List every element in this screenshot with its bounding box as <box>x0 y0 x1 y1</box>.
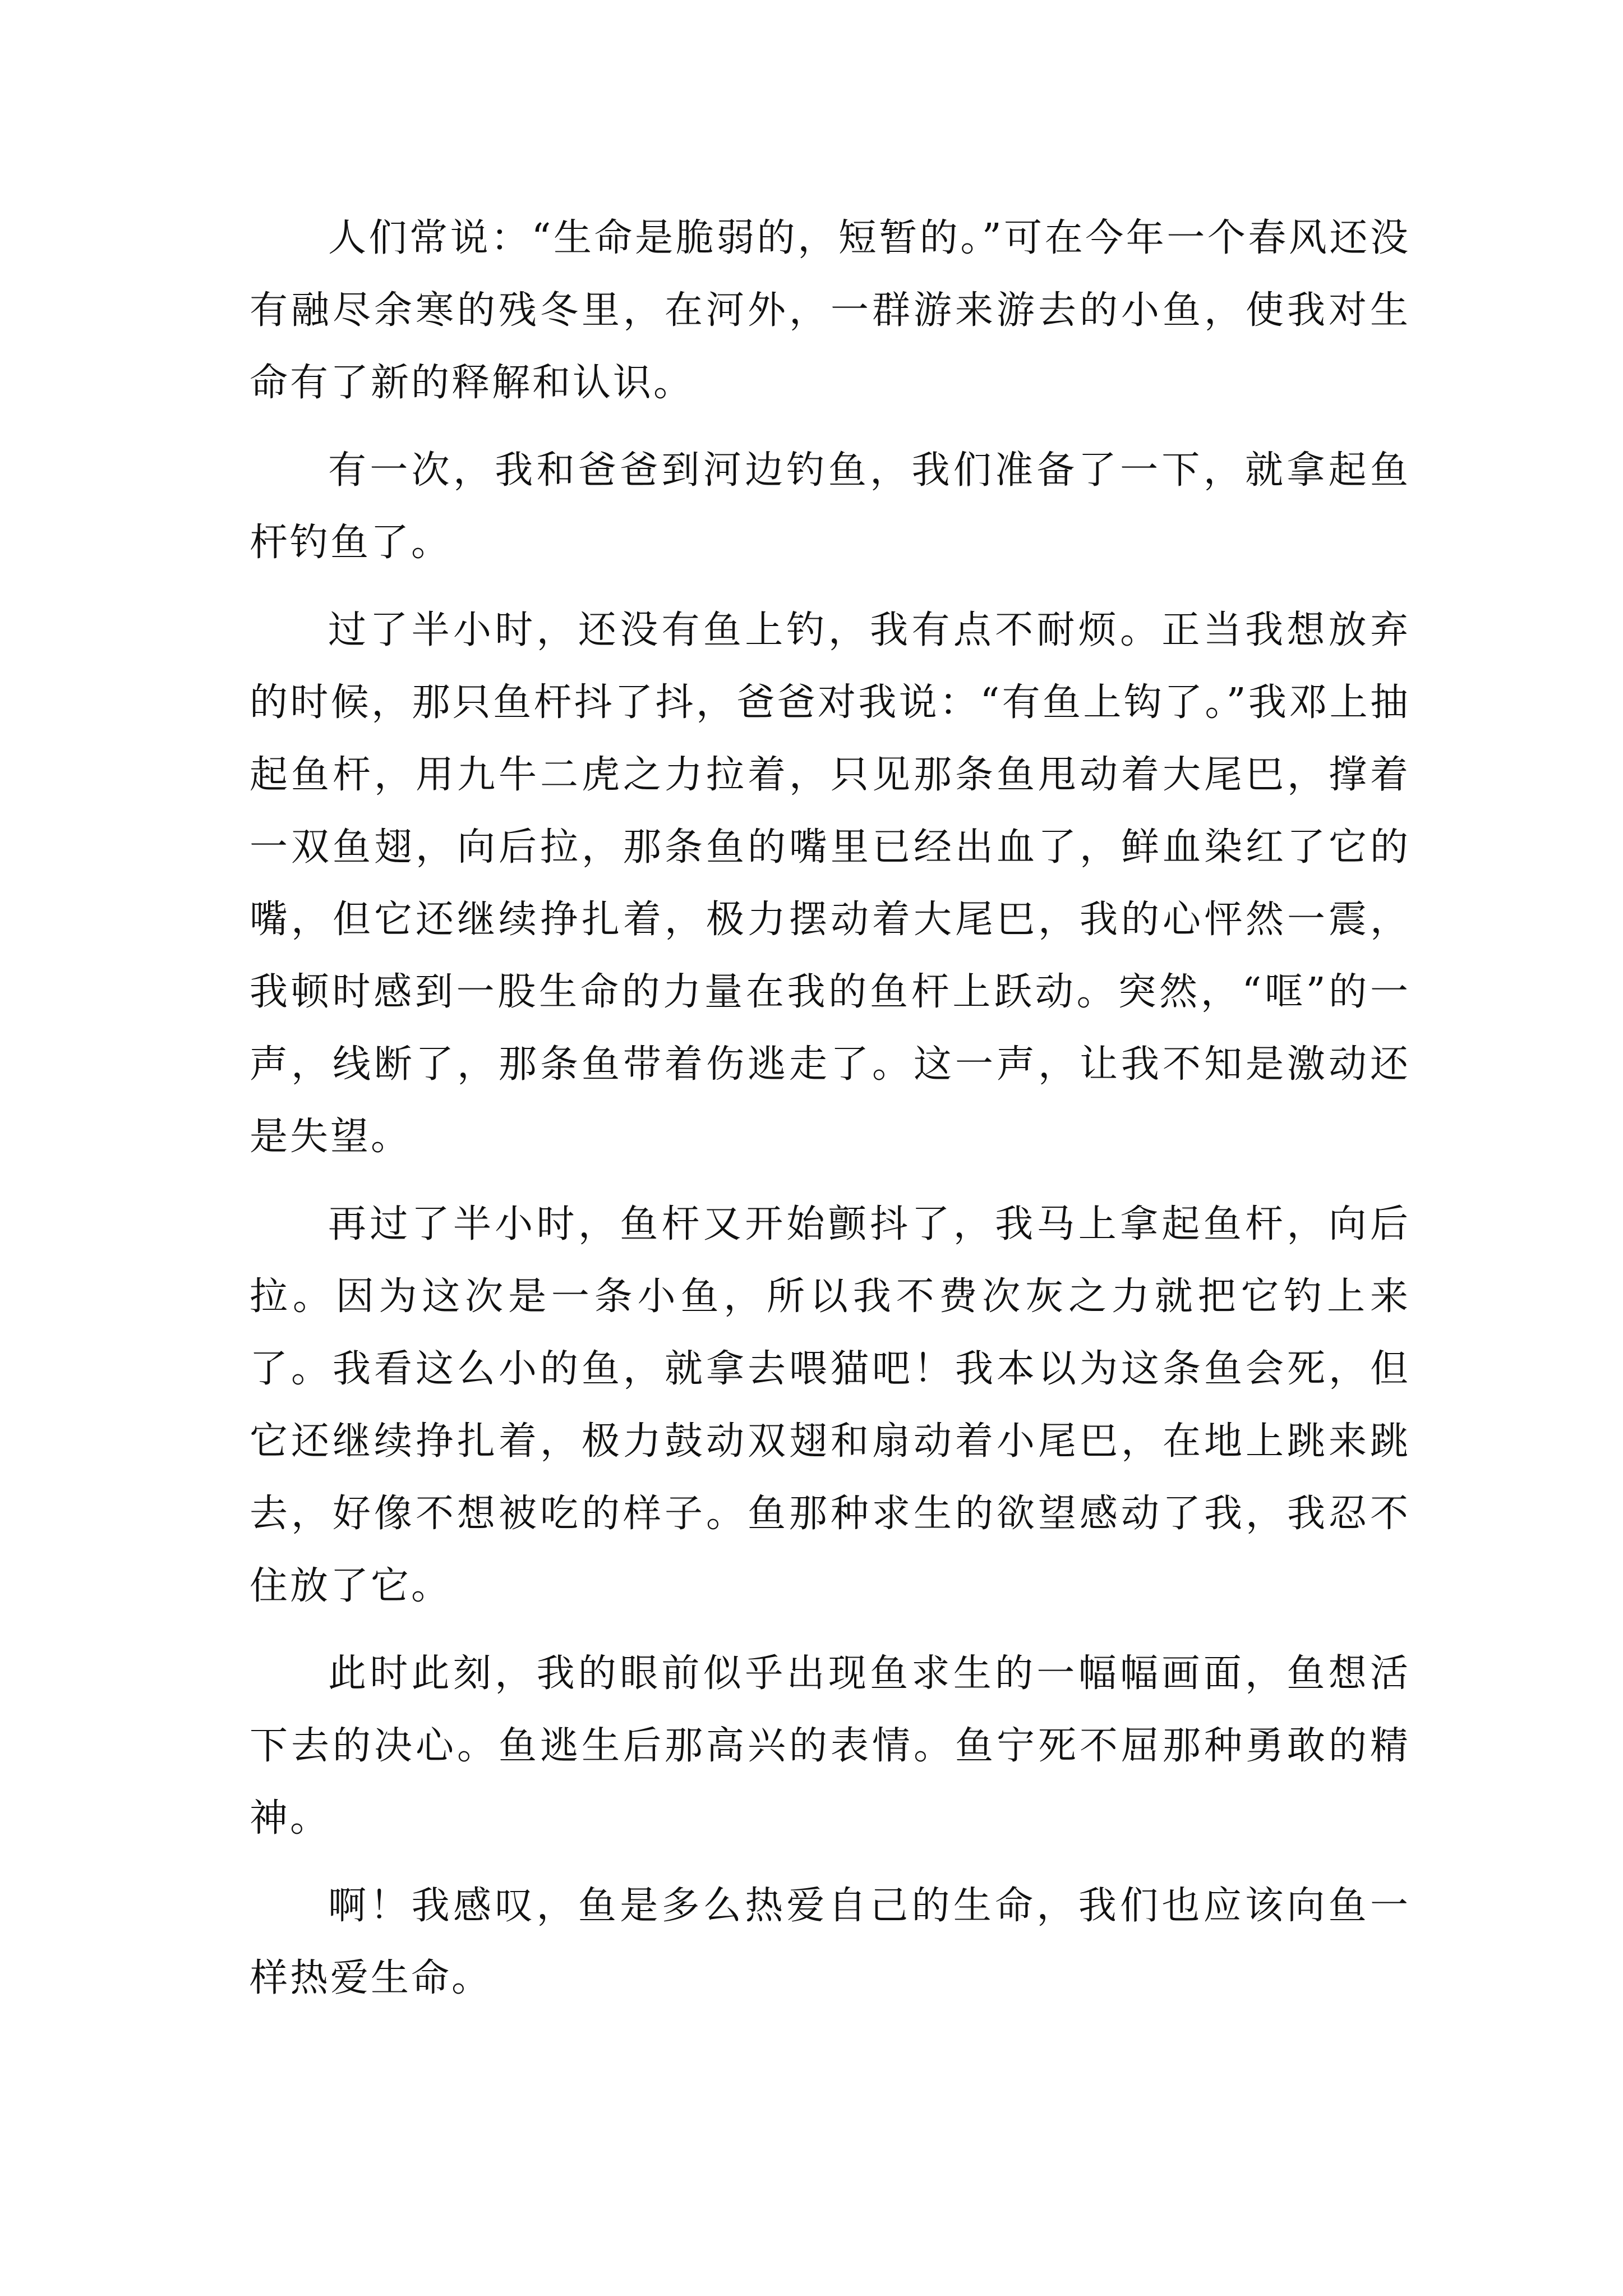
paragraph-6: 啊！我感叹，鱼是多么热爱自己的生命，我们也应该向鱼一样热爱生命。 <box>250 1884 1410 2000</box>
paragraph-5: 此时此刻，我的眼前似乎出现鱼求生的一幅幅画面，鱼想活下去的决心。鱼逃生后那高兴的表情。鱼宁死不屈那种勇敢的精神。 <box>250 1651 1410 1841</box>
paragraph-1: 人们常说：“生命是脆弱的，短暂的。”可在今年一个春风还没有融尽余寒的残冬里，在河外，一群游来游去的小鱼，使我对生命有了新的释解和认识。 <box>250 216 1410 405</box>
paragraph-3: 过了半小时，还没有鱼上钓，我有点不耐烦。正当我想放弃的时候，那只鱼杆抖了抖，爸爸对我说：“有鱼上钩了。”我邓上抽起鱼杆，用九牛二虎之力拉着，只见那条鱼甩动着大尾巴，撑着一双鱼翅，向后拉，那条鱼的嘴里已经出血了，鲜血染红了它的嘴，但它还继续挣扎着，极力摆动着大尾巴，我的心怦然一震，我顿时感到一股生命的力量在我的鱼杆上跃动。突然，“哐”的一声，线断了，那条鱼带着伤逃走了。这一声，让我不知是激动还是失望。 <box>250 608 1410 1159</box>
paragraph-2: 有一次，我和爸爸到河边钓鱼，我们准备了一下，就拿起鱼杆钓鱼了。 <box>250 448 1410 565</box>
paragraph-4: 再过了半小时，鱼杆又开始颤抖了，我马上拿起鱼杆，向后拉。因为这次是一条小鱼，所以我不费次灰之力就把它钓上来了。我看这么小的鱼，就拿去喂猫吧！我本以为这条鱼会死，但它还继续挣扎着，极力鼓动双翅和扇动着小尾巴，在地上跳来跳去，好像不想被吃的样子。鱼那种求生的欲望感动了我，我忍不住放了它。 <box>250 1202 1410 1608</box>
essay-body <box>250 202 1410 2030</box>
